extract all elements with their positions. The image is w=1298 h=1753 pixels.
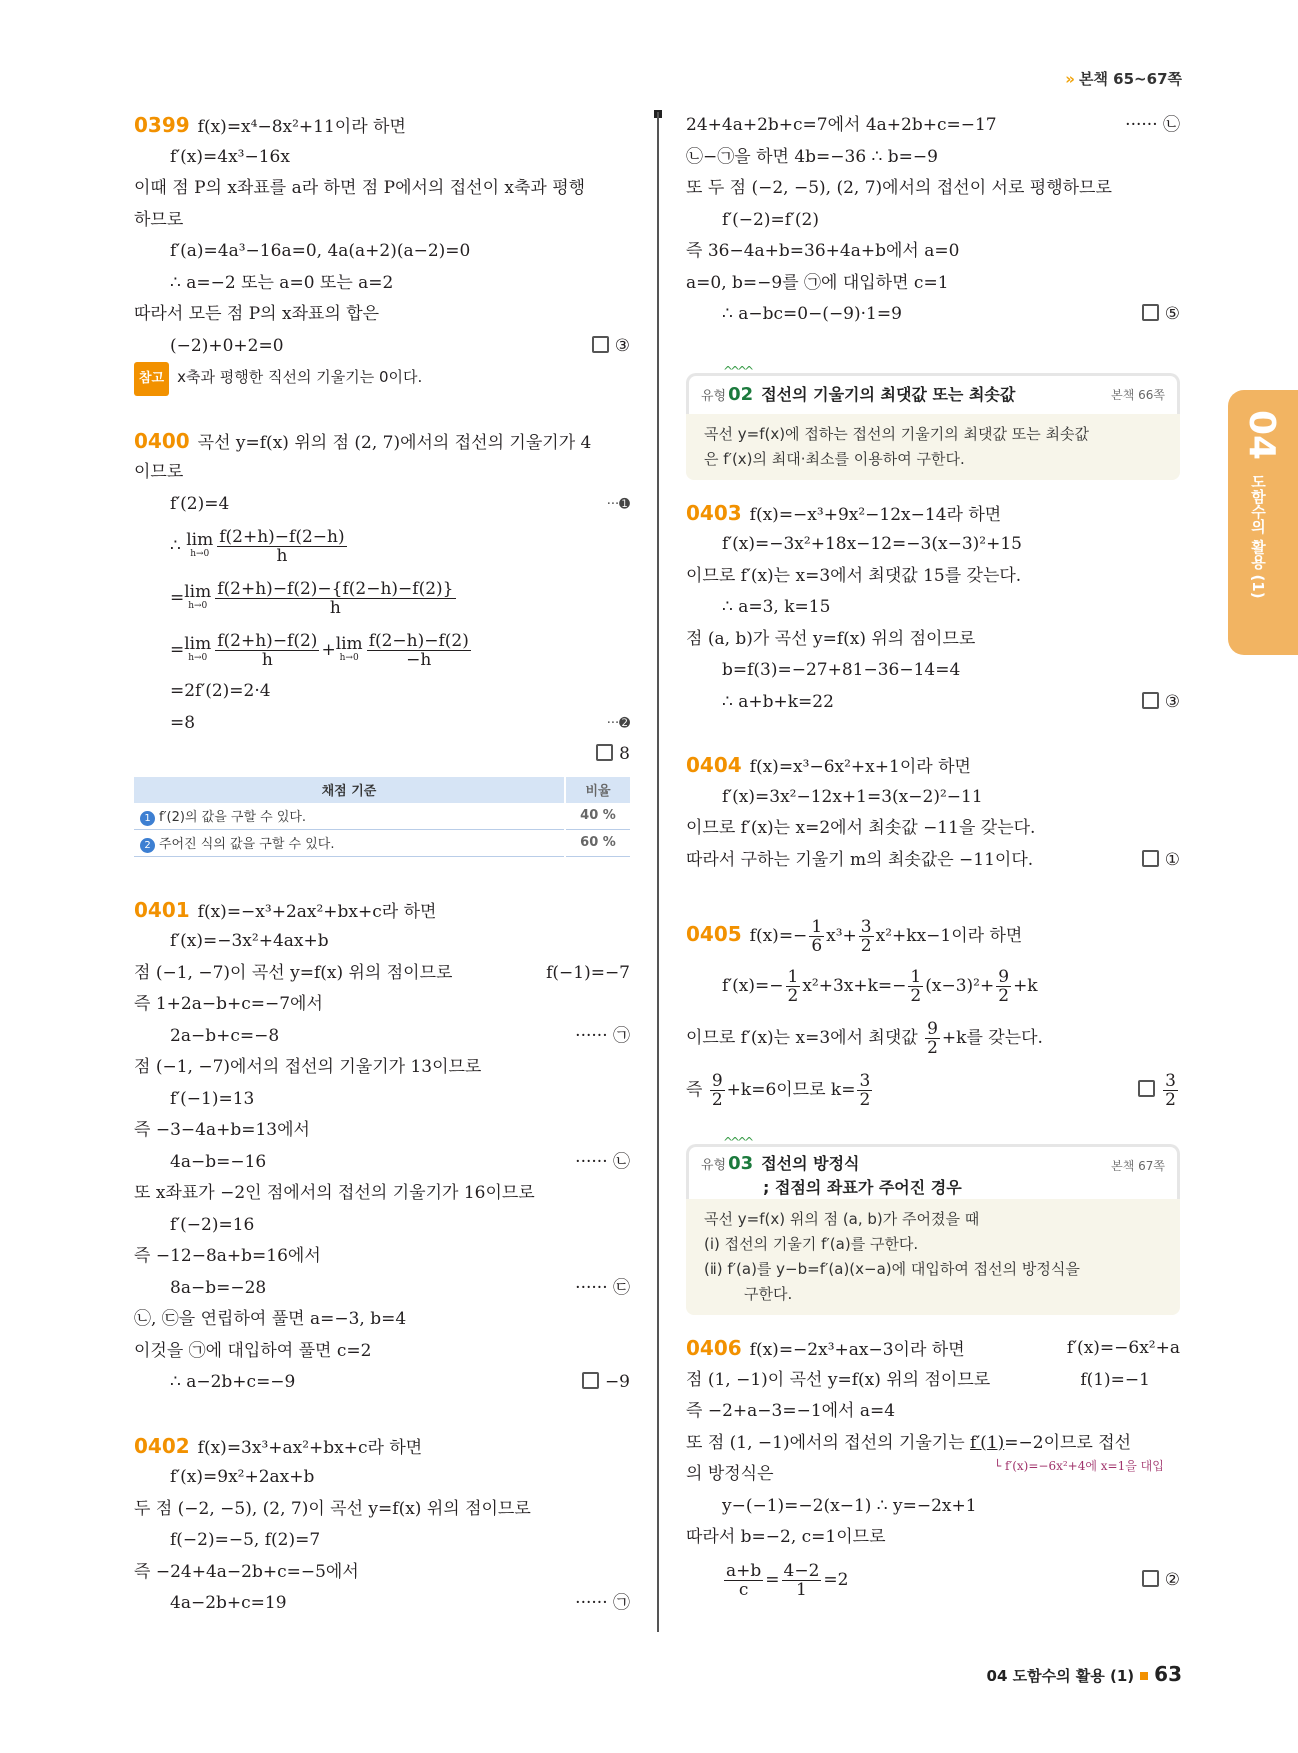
answer xyxy=(1142,687,1180,719)
numerator: f(2+h)−f(2−h) xyxy=(219,527,345,547)
type-03-header xyxy=(686,1135,1180,1199)
fraction xyxy=(710,1072,725,1109)
problem-0400-line3 xyxy=(134,489,630,521)
text: 곡선 y=f(x) 위의 점 (2, 7)에서의 접선의 기울기가 4 xyxy=(197,432,592,453)
answer-value: ③ xyxy=(1164,691,1180,712)
answer-value: ⑤ xyxy=(1164,304,1180,324)
annotation-note: └ f′(x)=−6x²+4에 x=1을 대입 xyxy=(994,1459,1164,1473)
numerator: 3 xyxy=(859,1071,871,1091)
fraction xyxy=(786,968,801,1005)
answer xyxy=(592,331,630,363)
problem-number: 0405 xyxy=(686,922,742,946)
table-header xyxy=(134,777,630,803)
numerator: 3 xyxy=(1165,1071,1176,1091)
numerator: 1 xyxy=(787,967,799,987)
text: =−2이므로 접선 xyxy=(1004,1432,1132,1453)
type-body-line: 구한다. xyxy=(744,1285,793,1303)
problem-0403-line3: 이므로 f′(x)는 x=3에서 최댓값 15를 갖는다. xyxy=(686,565,1022,586)
answer-icon xyxy=(1138,1080,1155,1097)
cont-line6: a=0, b=−9를 ㉠에 대입하면 c=1 xyxy=(686,272,949,293)
answer xyxy=(1142,299,1180,331)
problem-0399-line8 xyxy=(134,331,630,363)
square-icon xyxy=(1140,1672,1148,1680)
problem-0401-line14: ㉡, ㉢을 연립하여 풀면 a=−3, b=4 xyxy=(134,1309,407,1329)
type-body-line: 곡선 y=f(x) 위의 점 (a, b)가 주어졌을 때 xyxy=(704,1210,980,1228)
denominator: 1 xyxy=(796,1579,807,1600)
problem-0401-line8: 즉 −3−4a+b=13에서 xyxy=(134,1120,310,1140)
answer-value: ① xyxy=(1164,849,1180,870)
header-criteria: 채점 기준 xyxy=(134,777,565,803)
text: f′(2)=4 xyxy=(170,493,230,514)
text: =2 xyxy=(823,1569,849,1590)
problem-0402-line1 xyxy=(134,1431,630,1463)
text: 점 (1, −1)이 곡선 y=f(x) 위의 점이므로 xyxy=(686,1369,991,1390)
denominator: 2 xyxy=(1165,1090,1176,1110)
problem-0406-line5 xyxy=(686,1459,1180,1491)
underlined-text: f′(1) xyxy=(970,1432,1005,1453)
answer xyxy=(582,1367,630,1399)
type-03-body xyxy=(686,1199,1180,1315)
text: 의 방정식은 xyxy=(686,1464,774,1484)
lim-text: lim xyxy=(335,633,363,654)
denominator: h xyxy=(261,650,273,670)
fraction xyxy=(908,968,923,1005)
answer-icon xyxy=(1142,304,1159,321)
denominator: 2 xyxy=(998,986,1010,1006)
text: =8 xyxy=(170,712,196,733)
numerator: 3 xyxy=(860,917,872,937)
problem-0400-line8 xyxy=(134,708,630,740)
ratio-cell: 40 % xyxy=(565,803,630,830)
type-number: 02 xyxy=(728,383,754,405)
problem-0401-line10: 또 x좌표가 −2인 점에서의 접선의 기울기가 16이므로 xyxy=(134,1183,535,1203)
problem-0402-line5: 즉 −24+4a−2b+c=−5에서 xyxy=(134,1561,359,1582)
lim-sub: h→0 xyxy=(190,548,210,559)
numerator: 4−2 xyxy=(783,1560,820,1581)
text-right: f(−1)=−7 xyxy=(546,962,630,983)
header-ratio: 비율 xyxy=(565,777,630,803)
text: 8a−b=−28 xyxy=(170,1277,267,1298)
answer-value: ② xyxy=(1164,1569,1180,1590)
answer-icon xyxy=(592,336,609,353)
problem-0401-line12: 즉 −12−8a+b=16에서 xyxy=(134,1246,321,1266)
text: f(x)=x⁴−8x²+11이라 하면 xyxy=(197,117,406,137)
equation-marker: ······ ㉠ xyxy=(575,1025,630,1046)
text: f(x)=−x³+9x²−12x−14라 하면 xyxy=(749,504,1002,525)
text: 4a−2b+c=19 xyxy=(170,1593,287,1613)
footer xyxy=(987,1662,1182,1686)
criteria-cell xyxy=(134,803,565,830)
type-body-line: 곡선 y=f(x)에 접하는 접선의 기울기의 최댓값 또는 최솟값 xyxy=(704,424,1089,443)
answer-icon xyxy=(596,744,613,761)
text: f(x)=−2x³+ax−3이라 하면 xyxy=(749,1340,965,1360)
type-subtitle: ; 접점의 좌표가 주어진 경우 xyxy=(763,1178,962,1197)
text: f(x)=3x³+ax²+bx+c라 하면 xyxy=(197,1437,423,1458)
problem-0401-line3 xyxy=(134,958,630,990)
fraction xyxy=(859,918,874,955)
denominator: −h xyxy=(406,650,432,670)
answer xyxy=(1142,1554,1180,1606)
text: 즉 xyxy=(686,1080,708,1100)
type-number: 03 xyxy=(728,1153,754,1174)
problem-0406-line3: 즉 −2+a−3=−1에서 a=4 xyxy=(686,1401,896,1421)
cont-line3: 또 두 점 (−2, −5), (2, 7)에서의 접선이 서로 평행하므로 xyxy=(686,178,1112,198)
text: 점 (−1, −7)이 곡선 y=f(x) 위의 점이므로 xyxy=(134,962,453,983)
problem-0405-line3 xyxy=(686,1012,1180,1064)
problem-0405-line2 xyxy=(686,960,1180,1012)
answer-icon xyxy=(1142,850,1159,867)
answer-fraction xyxy=(1163,1072,1178,1109)
text: 2a−b+c=−8 xyxy=(170,1025,280,1046)
problem-0401-line15: 이것을 ㉠에 대입하여 풀면 c=2 xyxy=(134,1340,372,1361)
note xyxy=(134,362,630,394)
fraction xyxy=(217,528,346,565)
ratio-cell: 60 % xyxy=(565,829,630,856)
lim-sub: h→0 xyxy=(339,652,359,663)
denominator: 2 xyxy=(859,1090,871,1110)
denominator: 2 xyxy=(787,986,799,1006)
step-marker-2: ···➋ xyxy=(606,715,630,731)
fraction xyxy=(724,1562,763,1599)
problem-0406-line1 xyxy=(686,1333,1180,1365)
problem-0403-line7 xyxy=(686,687,1180,719)
problem-0406-line7: 따라서 b=−2, c=1이므로 xyxy=(686,1527,886,1547)
problem-0404-line2: f′(x)=3x²−12x+1=3(x−2)²−11 xyxy=(722,786,983,807)
problem-0406-line8 xyxy=(686,1554,1180,1606)
note-text: x축과 평행한 직선의 기울기는 0이다. xyxy=(177,368,423,386)
type-page-ref: 본책 66쪽 xyxy=(1111,387,1165,402)
answer-value: −9 xyxy=(604,1372,630,1392)
problem-0404-line4 xyxy=(686,845,1180,877)
denominator: 6 xyxy=(811,936,823,956)
problem-0401-line7: f′(−1)=13 xyxy=(170,1088,255,1109)
problem-0404-line3: 이므로 f′(x)는 x=2에서 최솟값 −11을 갖는다. xyxy=(686,818,1036,838)
problem-number: 0400 xyxy=(134,428,190,453)
chapter-tab xyxy=(1228,390,1298,655)
problem-0400-line7: =2f′(2)=2·4 xyxy=(170,681,271,701)
type-body-line: (ⅱ) f′(a)를 y−b=f′(a)(x−a)에 대입하여 접선의 방정식을 xyxy=(704,1260,1080,1278)
type-title-block xyxy=(701,1147,1165,1199)
text: x²+3x+k=− xyxy=(802,976,907,996)
problem-0399-line5: f′(a)=4a³−16a=0, 4a(a+2)(a−2)=0 xyxy=(170,241,471,261)
lim-text: lim xyxy=(186,529,214,550)
problem-0399-line4: 하므로 xyxy=(134,209,184,230)
text: x³+ xyxy=(826,926,857,946)
problem-number: 0406 xyxy=(686,1336,742,1360)
type-title: 접선의 기울기의 최댓값 또는 최솟값 xyxy=(761,384,1016,404)
problem-0401-line1 xyxy=(134,895,630,927)
cont-line4: f′(−2)=f′(2) xyxy=(722,209,819,230)
equation-marker: ······ ㉠ xyxy=(575,1593,630,1613)
answer-line xyxy=(134,739,630,771)
denominator: 2 xyxy=(927,1038,938,1058)
zigzag-icon: ^^^^ xyxy=(723,1135,752,1149)
problem-0403-line6: b=f(3)=−27+81−36−14=4 xyxy=(722,660,961,680)
limit xyxy=(335,633,363,665)
type-title: 접선의 방정식 xyxy=(761,1154,860,1173)
problem-0403-line1 xyxy=(686,498,1180,530)
type-label: 유형 xyxy=(701,1158,727,1173)
problem-0404-line1 xyxy=(686,750,1180,782)
zigzag-icon: ^^^^ xyxy=(723,363,752,378)
text-right: f′(x)=−6x²+a xyxy=(1066,1338,1180,1358)
type-02-body xyxy=(686,414,1180,480)
text: 24+4a+2b+c=7에서 4a+2b+c=−17 xyxy=(686,115,997,135)
numerator: 9 xyxy=(927,1019,938,1039)
problem-0401-line4: 즉 1+2a−b+c=−7에서 xyxy=(134,994,323,1014)
numerator: f(2+h)−f(2) xyxy=(217,631,318,651)
chapter-number: 04 xyxy=(1241,410,1282,461)
equation-marker: ······ ㉡ xyxy=(1125,115,1180,135)
problem-0401-line9 xyxy=(134,1147,630,1179)
criteria-text: f′(2)의 값을 구할 수 있다. xyxy=(159,809,307,825)
step-number-icon: 1 xyxy=(140,811,155,826)
double-chevron-icon: » xyxy=(1065,70,1075,88)
answer-value: 8 xyxy=(619,744,630,764)
text: 또 점 (1, −1)에서의 접선의 기울기는 xyxy=(686,1432,971,1453)
problem-0406-line2 xyxy=(686,1365,1180,1397)
numerator: f(2−h)−f(2) xyxy=(368,631,469,651)
text: +k=6이므로 k= xyxy=(726,1080,856,1100)
lim-sub: h→0 xyxy=(188,652,208,663)
therefore-sign: ∴ xyxy=(170,536,181,556)
type-title-row xyxy=(701,385,1015,404)
limit-line-3 xyxy=(134,624,630,676)
text: 이므로 f′(x)는 x=3에서 최댓값 xyxy=(686,1028,924,1048)
problem-0400-line1 xyxy=(134,426,630,458)
numerator: 9 xyxy=(711,1071,723,1091)
limit-line-1 xyxy=(134,520,630,572)
text: f(x)=x³−6x²+x+1이라 하면 xyxy=(749,757,971,777)
problem-0401-line11: f′(−2)=16 xyxy=(170,1214,255,1235)
problem-0401-line6: 점 (−1, −7)에서의 접선의 기울기가 13이므로 xyxy=(134,1057,482,1077)
plus: + xyxy=(321,640,336,660)
problem-0401-line2: f′(x)=−3x²+4ax+b xyxy=(170,931,329,951)
answer-value: ③ xyxy=(614,335,630,356)
denominator: 2 xyxy=(711,1090,723,1110)
table-row xyxy=(134,829,630,856)
fraction xyxy=(925,1020,940,1057)
denominator: h xyxy=(276,546,288,566)
text: ∴ a−2b+c=−9 xyxy=(170,1372,296,1392)
step-number-icon: 2 xyxy=(140,838,155,853)
fraction xyxy=(857,1072,872,1109)
fraction xyxy=(215,632,319,669)
problem-0400-line2: 이므로 xyxy=(134,462,184,482)
left-column xyxy=(134,110,630,1620)
problem-0399-line6: ∴ a=−2 또는 a=0 또는 a=2 xyxy=(170,272,394,293)
numerator: 1 xyxy=(910,967,922,987)
answer-icon xyxy=(1142,692,1159,709)
text: (−2)+0+2=0 xyxy=(170,335,284,356)
problem-0406-line6: y−(−1)=−2(x−1) ∴ y=−2x+1 xyxy=(722,1495,977,1516)
answer xyxy=(596,739,630,771)
problem-0401-line13 xyxy=(134,1273,630,1305)
fraction xyxy=(782,1562,822,1599)
text: f′(x)=− xyxy=(722,976,784,996)
limit-line-2 xyxy=(134,572,630,624)
problem-0401-line16 xyxy=(134,1367,630,1399)
problem-0402-line6 xyxy=(134,1588,630,1620)
limit xyxy=(184,581,212,613)
footer-chapter: 04 도함수의 활용 (1) xyxy=(986,1667,1135,1685)
cont-line5: 즉 36−4a+b=36+4a+b에서 a=0 xyxy=(686,241,960,261)
limit xyxy=(184,633,212,665)
text: f(x)=− xyxy=(749,926,808,946)
cont-line1 xyxy=(686,110,1180,142)
note-badge: 참고 xyxy=(134,362,169,396)
problem-0402-line3: 두 점 (−2, −5), (2, 7)이 곡선 y=f(x) 위의 점이므로 xyxy=(134,1498,531,1519)
problem-0405-line1 xyxy=(686,908,1180,960)
problem-0399-line3: 이때 점 P의 x좌표를 a라 하면 점 P에서의 접선이 x축과 평행 xyxy=(134,178,586,198)
fraction xyxy=(996,968,1011,1005)
problem-0403-line5: 점 (a, b)가 곡선 y=f(x) 위의 점이므로 xyxy=(686,628,976,649)
problem-0402-line2: f′(x)=9x²+2ax+b xyxy=(170,1467,315,1487)
type-page-ref: 본책 67쪽 xyxy=(1111,1159,1165,1173)
lim-text: lim xyxy=(184,581,212,602)
problem-0399-line7: 따라서 모든 점 P의 x좌표의 합은 xyxy=(134,304,380,324)
equals: = xyxy=(170,588,185,608)
problem-number: 0403 xyxy=(686,500,742,525)
problem-number: 0402 xyxy=(134,1433,190,1458)
cont-line7 xyxy=(686,299,1180,331)
answer-icon xyxy=(582,1372,599,1389)
limit xyxy=(186,529,214,561)
numerator: 1 xyxy=(811,917,823,937)
step-marker-1: ···➊ xyxy=(606,496,630,512)
numerator: a+b xyxy=(726,1560,762,1581)
numerator: f(2+h)−f(2)−{f(2−h)−f(2)} xyxy=(217,579,454,599)
denominator: h xyxy=(329,598,341,618)
column-divider xyxy=(657,112,659,1632)
text: 따라서 구하는 기울기 m의 최솟값은 −11이다. xyxy=(686,849,1034,870)
scoring-table xyxy=(134,777,630,857)
criteria-text: 주어진 식의 값을 구할 수 있다. xyxy=(159,836,335,852)
type-label: 유형 xyxy=(701,388,727,404)
page-number: 63 xyxy=(1154,1662,1182,1686)
numerator: 9 xyxy=(998,967,1010,987)
problem-0399-line1 xyxy=(134,110,630,142)
problem-0399-line2: f′(x)=4x³−16x xyxy=(170,146,290,167)
answer-icon xyxy=(1142,1570,1159,1587)
text: f(x)=−x³+2ax²+bx+c라 하면 xyxy=(197,901,437,922)
cont-line2: ㉡−㉠을 하면 4b=−36 ∴ b=−9 xyxy=(686,146,938,167)
fraction xyxy=(809,918,824,955)
problem-0403-line2: f′(x)=−3x²+18x−12=−3(x−3)²+15 xyxy=(722,534,1022,554)
text: +k를 갖는다. xyxy=(941,1028,1043,1048)
text: ∴ a+b+k=22 xyxy=(722,691,834,712)
type-body-line: (ⅰ) 접선의 기울기 f′(a)를 구한다. xyxy=(704,1235,919,1253)
problem-number: 0404 xyxy=(686,753,742,777)
right-column xyxy=(686,110,1180,1606)
text-right: f(1)=−1 xyxy=(1080,1369,1150,1390)
answer xyxy=(1138,1064,1180,1116)
text: ∴ a−bc=0−(−9)·1=9 xyxy=(722,304,902,324)
text: x²+kx−1이라 하면 xyxy=(875,926,1023,946)
answer xyxy=(1142,845,1180,877)
text: (x−3)²+ xyxy=(925,976,995,996)
text: +k xyxy=(1013,976,1038,996)
problem-0403-line4: ∴ a=3, k=15 xyxy=(722,597,831,617)
lim-text: lim xyxy=(184,633,212,654)
text: 4a−b=−16 xyxy=(170,1151,267,1172)
problem-0402-line4: f(−2)=−5, f(2)=7 xyxy=(170,1530,321,1550)
denominator: c xyxy=(738,1579,749,1600)
problem-number: 0399 xyxy=(134,113,190,137)
problem-number: 0401 xyxy=(134,897,190,922)
denominator: 2 xyxy=(860,936,872,956)
equation-marker: ······ ㉢ xyxy=(575,1277,630,1298)
denominator: 2 xyxy=(910,986,922,1006)
problem-0401-line5 xyxy=(134,1021,630,1053)
type-02-header xyxy=(686,363,1180,414)
fraction xyxy=(367,632,471,669)
lim-sub: h→0 xyxy=(188,600,208,611)
equation-marker: ······ ㉡ xyxy=(575,1151,630,1172)
chapter-title: 도함수의 활용 (1) xyxy=(1249,474,1267,599)
table-row xyxy=(134,803,630,830)
criteria-cell xyxy=(134,829,565,856)
fraction xyxy=(215,580,455,617)
equals: = xyxy=(170,640,185,660)
equals: = xyxy=(765,1569,780,1590)
page-reference: » 본책 65~67쪽 xyxy=(1065,70,1182,88)
type-body-line: 은 f′(x)의 최대·최소를 이용하여 구한다. xyxy=(704,449,965,468)
problem-0405-line4 xyxy=(686,1064,1180,1116)
